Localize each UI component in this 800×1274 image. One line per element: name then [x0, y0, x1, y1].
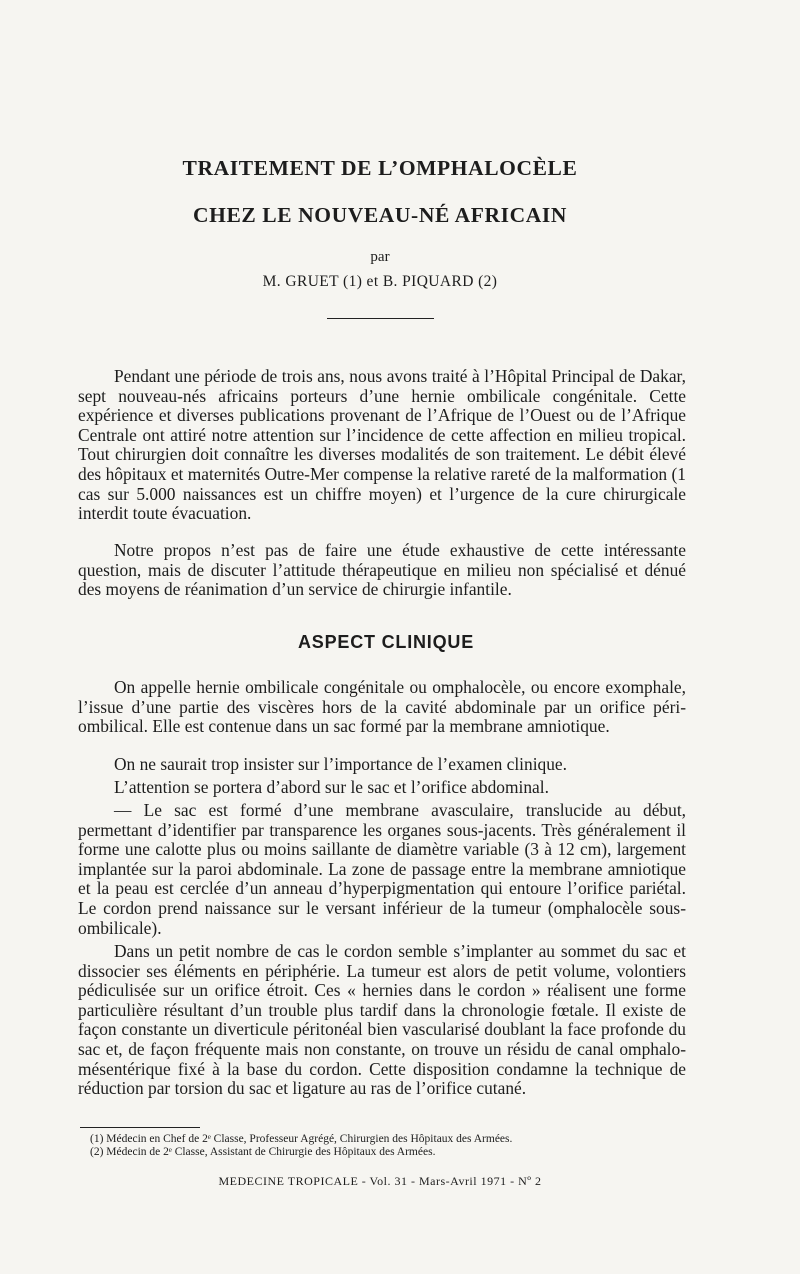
- clinical-paragraph-1: On appelle hernie ombilicale congénitale ou omphalocèle, ou encore exomphale, l’issue d’une partie des viscères hors de la cavité abdominale par un orifice péri-ombilical. Elle est contenue dans un sac formé par la membrane amniotique.: [78, 677, 686, 737]
- clinical-paragraph-4: — Le sac est formé d’une membrane avasculaire, translucide au début, permettant d’identifier par transparence les organes sous-jacents. Très généralement il forme une calotte plus ou moins saillante de diamètre variable (3 à 12 cm), largement implantée sur la paroi abdominale. La zone de passage entre la membrane amniotique et la peau est cerclée d’un anneau d’hyperpigmentation qui entoure l’orifice pariétal. Le cordon prend naissance sur le versant inférieur de la tumeur (omphalocèle sous-ombilicale).: [78, 800, 686, 938]
- title-divider: [327, 318, 434, 319]
- authors: M. GRUET (1) et B. PIQUARD (2): [262, 273, 498, 290]
- intro-paragraph-1: Pendant une période de trois ans, nous avons traité à l’Hôpital Principal de Dakar, sept nouveau-nés africains porteurs d’une hernie ombilicale congénitale. Cette expérience et diverses publications provenant de l’Afrique de l’Ouest ou de l’Afrique Centrale ont attiré notre attention sur l’incidence de cette affection en milieu tropical. Tout chirurgien doit connaître les diverses modalités de son traitement. Le débit élevé des hôpitaux et maternités Outre-Mer compense la relative rareté de la malformation (1 cas sur 5.000 naissances est un chiffre moyen) et l’urgence de la cure chirurgicale interdit toute évacuation.: [78, 366, 686, 524]
- byline-par: par: [370, 249, 390, 265]
- footnote-divider: [80, 1127, 200, 1128]
- article-title-line-1: TRAITEMENT DE L’OMPHALOCÈLE: [182, 156, 578, 180]
- footnote-2: (2) Médecin de 2ᵉ Classe, Assistant de Chirurgie des Hôpitaux des Armées.: [90, 1146, 436, 1158]
- clinical-paragraph-2: On ne saurait trop insister sur l’importance de l’examen clinique.: [114, 754, 567, 774]
- clinical-paragraph-5: Dans un petit nombre de cas le cordon semble s’implanter au sommet du sac et dissocier ses éléments en périphérie. La tumeur est alors de petit volume, volontiers pédiculisée sur un orifice étroit. Ces « hernies dans le cordon » réalisent une forme particulière résultant d’un trouble plus tardif dans la chronologie fœtale. Il existe de façon constante un diverticule péritonéal bien vascularisé doublant la face profonde du sac et, de façon fréquente mais non constante, on trouve un résidu de canal omphalo-mésentérique fixé à la base du cordon. Cette disposition condamne la technique de réduction par torsion du sac et ligature au ras de l’orifice cutané.: [78, 941, 686, 1099]
- clinical-paragraph-3: L’attention se portera d’abord sur le sac et l’orifice abdominal.: [114, 777, 549, 797]
- footnotes: [90, 1133, 690, 1159]
- intro-paragraph-2: Notre propos n’est pas de faire une étude exhaustive de cette intéressante question, mais de discuter l’attitude thérapeutique en milieu non spécialisé et dénué des moyens de réanimation d’un service de chirurgie infantile.: [78, 540, 686, 600]
- journal-footer: MEDECINE TROPICALE - Vol. 31 - Mars-Avril 1971 - Nº 2: [218, 1174, 542, 1188]
- article-title-line-2: CHEZ LE NOUVEAU-NÉ AFRICAIN: [193, 203, 567, 227]
- section-heading: ASPECT CLINIQUE: [298, 632, 475, 652]
- footnote-1: (1) Médecin en Chef de 2ᵉ Classe, Professeur Agrégé, Chirurgien des Hôpitaux des Armées.: [90, 1133, 513, 1145]
